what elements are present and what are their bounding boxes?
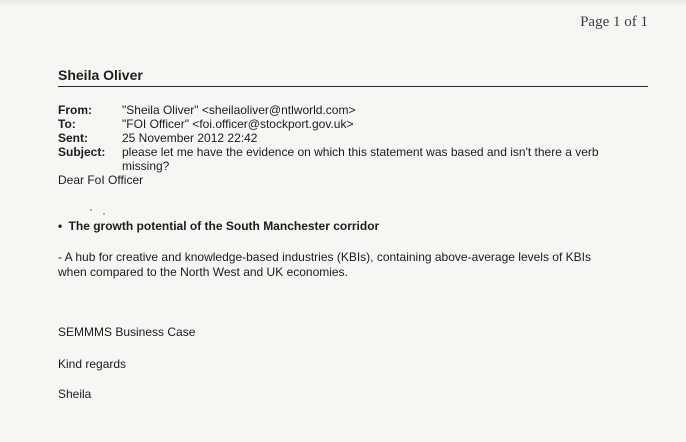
from-label: From: (58, 103, 92, 117)
to-label: To: (58, 117, 76, 131)
section-heading-text: The growth potential of the South Manchester corridor (68, 219, 380, 233)
subject-value: please let me have the evidence on which this statement was based and isn't there a verb missing? (122, 145, 599, 173)
quoted-statement: - A hub for creative and knowledge-based industries (KBIs), containing above-average levels of KBIs when compared to the North West and UK economies. (58, 250, 591, 279)
sent-row (58, 131, 648, 145)
sent-label: Sent: (58, 131, 88, 145)
heading-divider (58, 86, 648, 87)
source-reference: SEMMMS Business Case (58, 325, 196, 339)
email-headers (58, 103, 648, 173)
from-value: "Sheila Oliver" <sheilaoliver@ntlworld.com> (122, 103, 356, 117)
signature: Sheila (58, 387, 92, 401)
sent-value: 25 November 2012 22:42 (122, 131, 258, 145)
scan-speck (90, 209, 92, 211)
scan-edge-shadow (0, 0, 686, 6)
to-value: "FOI Officer" <foi.officer@stockport.gov.uk> (122, 117, 354, 131)
bullet-icon: • (58, 219, 63, 233)
sender-name-heading: Sheila Oliver (58, 67, 143, 83)
greeting: Dear FoI Officer (58, 173, 144, 187)
section-heading (58, 219, 379, 233)
to-row (58, 117, 648, 131)
subject-label: Subject: (58, 145, 106, 159)
scan-speck (103, 213, 105, 215)
from-row (58, 103, 648, 117)
closing: Kind regards (58, 357, 127, 371)
subject-row (58, 145, 648, 173)
page-number: Page 1 of 1 (580, 14, 648, 30)
